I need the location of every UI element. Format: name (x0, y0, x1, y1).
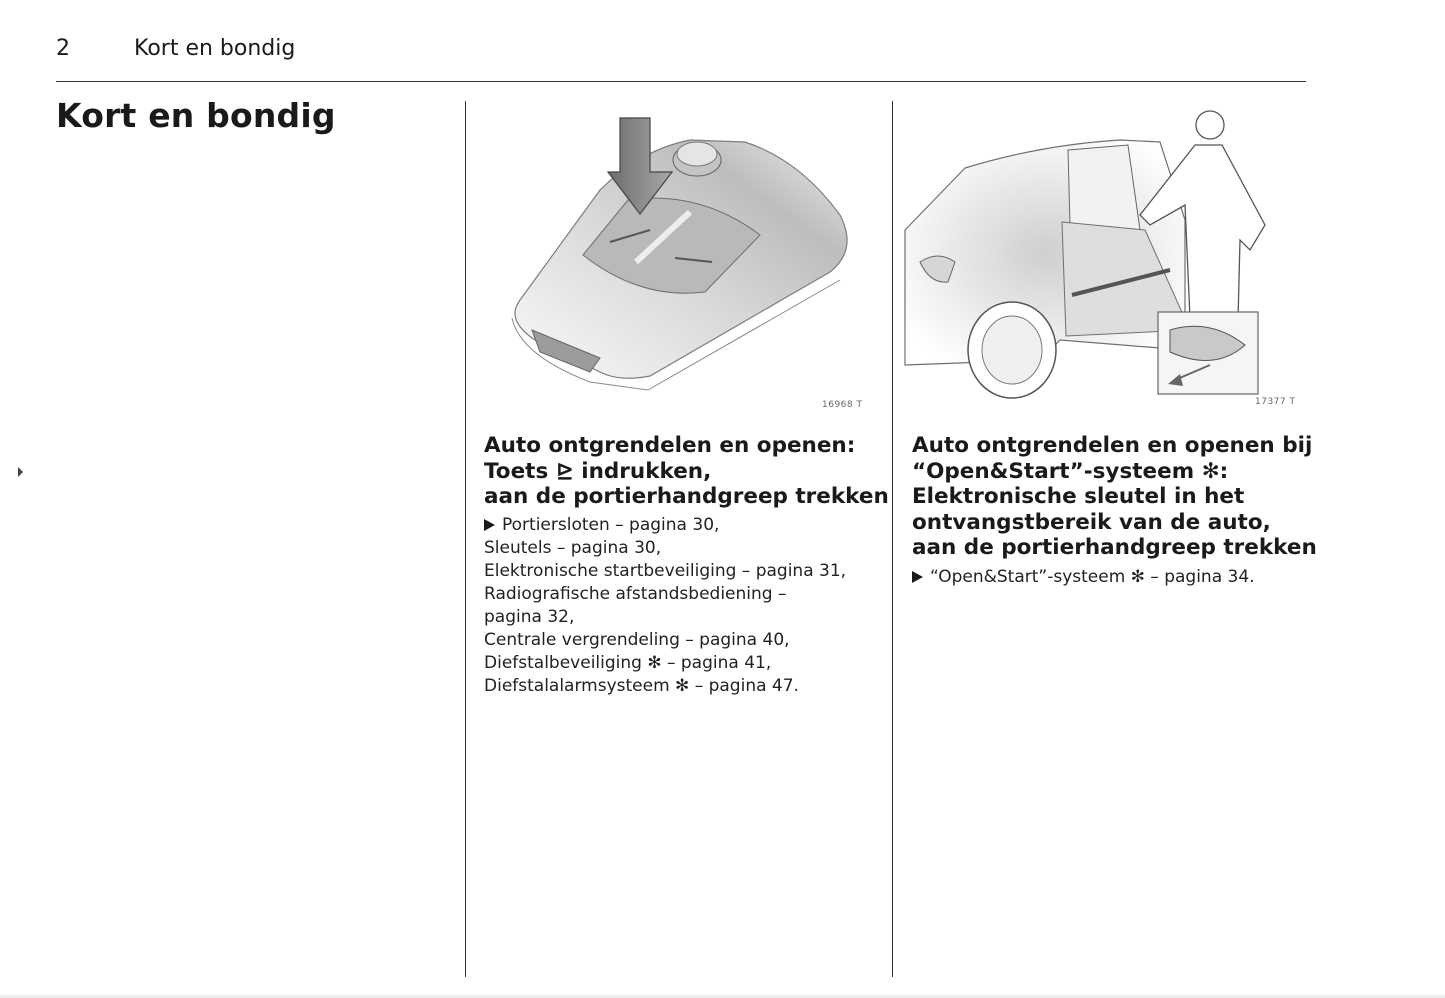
heading-line: aan de portierhandgreep trekken (484, 484, 889, 509)
heading-line: aan de portierhandgreep trekken (912, 535, 1317, 560)
heading-line: Toets ⊵ indrukken, (484, 458, 712, 484)
reference-list-key (484, 514, 846, 698)
running-header: Kort en bondig (134, 36, 296, 61)
reference-list-openstart (912, 566, 1255, 589)
reference-line: Portiersloten – pagina 30, (484, 514, 846, 537)
bullet-triangle-icon (484, 519, 495, 531)
reference-line: Diefstalalarmsysteem ✻ – pagina 47. (484, 676, 799, 696)
reference-line: pagina 32, (484, 607, 575, 627)
heading-line: Elektronische sleutel in het (912, 484, 1245, 509)
reference-line: Sleutels – pagina 30, (484, 538, 662, 558)
page-number: 2 (56, 36, 70, 61)
bullet-triangle-icon (912, 571, 923, 583)
reference-line: Elektronische startbeveiliging – pagina 31, (484, 561, 847, 581)
page-bottom-edge (0, 993, 1445, 998)
heading-line: Auto ontgrendelen en openen: (484, 433, 856, 458)
reference-line: Centrale vergrendeling – pagina 40, (484, 630, 790, 650)
page-title: Kort en bondig (56, 96, 336, 135)
figure-code: 17377 T (1255, 397, 1296, 407)
heading-line: “Open&Start”-systeem ✻: (912, 458, 1229, 484)
section-heading-key (484, 433, 889, 510)
heading-line: Auto ontgrendelen en openen bij (912, 433, 1313, 458)
section-heading-openstart (912, 433, 1317, 561)
reference-line: Diefstalbeveiliging ✻ – pagina 41, (484, 653, 772, 673)
reference-line: Radiografische afstandsbediening – (484, 584, 787, 604)
reference-line: “Open&Start”-systeem ✻ – pagina 34. (912, 566, 1255, 589)
car-door-illustration (905, 111, 1265, 398)
figure-code: 16968 T (822, 400, 863, 410)
heading-line: ontvangstbereik van de auto, (912, 509, 1271, 535)
